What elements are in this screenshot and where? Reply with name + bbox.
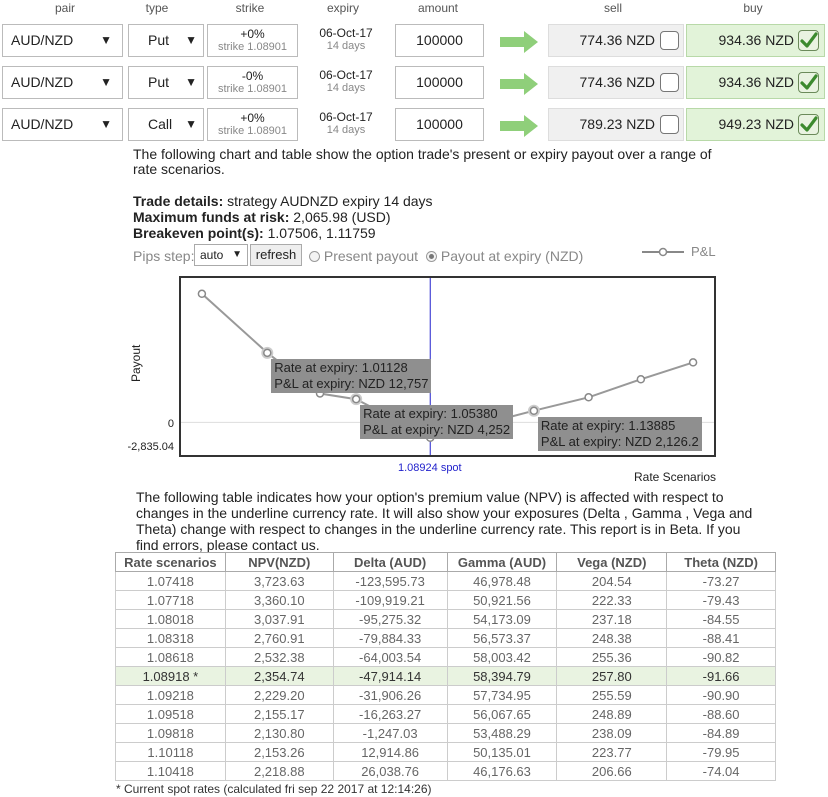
table-cell: 238.09 [557, 724, 667, 743]
payout-chart[interactable] [179, 276, 716, 457]
chart-tooltip [271, 359, 431, 393]
table-cell: 26,038.76 [333, 762, 447, 781]
amount-input[interactable]: 100000 [395, 24, 484, 57]
table-cell: 2,218.88 [225, 762, 333, 781]
buy-price[interactable] [686, 108, 825, 141]
expiry-date: 06-Oct-17 [319, 110, 373, 124]
y-tick-zero: 0 [167, 418, 174, 430]
trade-row [0, 106, 828, 146]
table-intro-line: find errors, please contact us. [136, 537, 320, 553]
amount-input[interactable]: 100000 [395, 66, 484, 99]
buy-checkbox[interactable] [798, 114, 819, 135]
table-cell: -73.27 [667, 572, 776, 591]
table-cell: -88.60 [667, 705, 776, 724]
table-cell: 2,153.26 [225, 743, 333, 762]
table-cell: -123,595.73 [333, 572, 447, 591]
chevron-down-icon: ▼ [100, 117, 112, 131]
table-cell: -74.04 [667, 762, 776, 781]
type-value: Call [148, 116, 173, 132]
pnl-point [637, 376, 644, 383]
table-cell: 50,921.56 [447, 591, 557, 610]
chevron-down-icon: ▼ [185, 75, 197, 89]
table-cell: 255.36 [557, 648, 667, 667]
table-intro-line: changes in the underline currency rate. It will also show your exposures (Delta , Gamma , Vega and [136, 505, 753, 521]
pips-step-value: auto [200, 248, 224, 262]
table-cell: -109,919.21 [333, 591, 447, 610]
chart-ylabel: Payout [129, 344, 143, 382]
present-payout-radio[interactable] [309, 251, 320, 262]
payout-at-expiry-label: Payout at expiry (NZD) [440, 248, 584, 264]
breakeven-label: Breakeven point(s): [133, 225, 264, 241]
table-row [116, 724, 776, 743]
pair-value: AUD/NZD [11, 32, 74, 48]
table-cell: 56,573.37 [447, 629, 557, 648]
table-cell: 1.10118 [116, 743, 226, 762]
chart-intro-line2: rate scenarios. [133, 161, 225, 177]
column-header: Theta (NZD) [667, 553, 776, 572]
payout-at-expiry-option[interactable] [426, 248, 583, 264]
table-cell: 2,130.80 [225, 724, 333, 743]
table-cell: 2,760.91 [225, 629, 333, 648]
table-row [116, 667, 776, 686]
table-intro-line: The following table indicates how your option's premium value (NPV) is affected with respect to [136, 489, 724, 505]
header-strike: strike [235, 1, 265, 15]
header-pair: pair [54, 1, 75, 15]
checkmark-icon [798, 72, 819, 93]
trade-row [0, 22, 828, 62]
table-header-row [116, 553, 776, 572]
type-value: Put [148, 74, 170, 90]
table-cell: 1.08018 [116, 610, 226, 629]
type-select[interactable] [128, 24, 204, 57]
table-cell: -16,263.27 [333, 705, 447, 724]
tooltip-pnl: P&L at expiry: NZD 2,126.2 [540, 433, 699, 449]
table-cell: 57,734.95 [447, 686, 557, 705]
table-cell: 1.07418 [116, 572, 226, 591]
chart-tooltip [538, 417, 702, 451]
table-row [116, 762, 776, 781]
expiry-field[interactable] [302, 108, 390, 141]
sell-checkbox[interactable] [660, 31, 679, 50]
pnl-point [585, 394, 592, 401]
pips-step-label: Pips step: [133, 248, 195, 264]
table-cell: -90.82 [667, 648, 776, 667]
pair-select[interactable] [2, 66, 123, 99]
table-cell: 46,176.63 [447, 762, 557, 781]
chevron-down-icon: ▼ [185, 33, 197, 47]
strike-percent: +0% [240, 111, 265, 125]
table-row [116, 591, 776, 610]
arrow-right-icon [500, 73, 538, 95]
arrow-right-icon [500, 115, 538, 137]
tooltip-rate: Rate at expiry: 1.13885 [540, 417, 676, 433]
table-cell: 257.80 [557, 667, 667, 686]
table-row [116, 686, 776, 705]
table-cell: -1,247.03 [333, 724, 447, 743]
table-cell: -79.43 [667, 591, 776, 610]
strike-value: strike 1.08901 [217, 125, 288, 137]
table-cell: 2,354.74 [225, 667, 333, 686]
table-body [116, 572, 776, 781]
legend-label: P&L [691, 244, 716, 259]
chevron-down-icon: ▼ [100, 33, 112, 47]
table-cell: -79,884.33 [333, 629, 447, 648]
table-row [116, 743, 776, 762]
table-row [116, 648, 776, 667]
trade-details-label: Trade details: [133, 193, 224, 209]
table-cell: 222.33 [557, 591, 667, 610]
table-cell: -90.90 [667, 686, 776, 705]
table-cell: 12,914.86 [333, 743, 447, 762]
table-cell: -91.66 [667, 667, 776, 686]
sell-price[interactable] [548, 24, 684, 57]
pnl-point [264, 349, 271, 356]
sell-price[interactable] [548, 108, 684, 141]
table-cell: 1.09818 [116, 724, 226, 743]
table-cell: 3,723.63 [225, 572, 333, 591]
expiry-field[interactable] [302, 66, 390, 99]
table-cell: 1.08318 [116, 629, 226, 648]
chevron-down-icon: ▼ [185, 117, 197, 131]
type-value: Put [148, 32, 170, 48]
sell-price-value: 774.36 NZD [579, 74, 655, 90]
table-cell: -88.41 [667, 629, 776, 648]
column-header: Vega (NZD) [557, 553, 667, 572]
table-cell: 204.54 [557, 572, 667, 591]
table-intro-line: Theta) change with respect to changes in the underline currency rate. This report is in Beta. If you [136, 521, 741, 537]
pair-value: AUD/NZD [11, 116, 74, 132]
table-cell: 1.10418 [116, 762, 226, 781]
tooltip-pnl: P&L at expiry: NZD 4,252 [363, 422, 511, 438]
breakeven-points [133, 225, 376, 241]
expiry-date: 06-Oct-17 [319, 68, 373, 82]
tooltip-rate: Rate at expiry: 1.05380 [363, 406, 498, 422]
strike-percent: -0% [241, 69, 264, 83]
sell-checkbox[interactable] [660, 115, 679, 134]
table-cell: -79.95 [667, 743, 776, 762]
table-cell: 1.08918 * [116, 667, 226, 686]
tooltip-rate: Rate at expiry: 1.01128 [274, 359, 408, 375]
table-cell: 248.38 [557, 629, 667, 648]
table-cell: 3,037.91 [225, 610, 333, 629]
header-buy: buy [743, 1, 763, 15]
chart-legend [640, 243, 730, 261]
strike-value: strike 1.08901 [217, 41, 288, 53]
expiry-days: 14 days [326, 124, 366, 136]
table-row [116, 572, 776, 591]
rate-scenarios-table [115, 552, 776, 781]
pnl-point [353, 396, 360, 403]
table-cell: 1.08618 [116, 648, 226, 667]
present-payout-label: Present payout [323, 248, 419, 264]
table-cell: -95,275.32 [333, 610, 447, 629]
table-cell: 1.09518 [116, 705, 226, 724]
chevron-down-icon: ▼ [100, 75, 112, 89]
chevron-down-icon: ▼ [232, 249, 242, 260]
column-header: Gamma (AUD) [447, 553, 557, 572]
table-cell: 56,067.65 [447, 705, 557, 724]
chart-xlabel: Rate Scenarios [634, 470, 717, 484]
sell-checkbox[interactable] [660, 73, 679, 92]
max-funds-label: Maximum funds at risk: [133, 209, 290, 225]
tooltip-pnl: P&L at expiry: NZD 12,757 [274, 375, 429, 391]
column-header: Delta (AUD) [333, 553, 447, 572]
strike-input[interactable] [207, 66, 298, 99]
pips-step-select[interactable] [194, 244, 248, 266]
checkmark-icon [798, 114, 819, 135]
header-expiry: expiry [326, 1, 359, 15]
pair-select[interactable] [2, 24, 123, 57]
column-header: Rate scenarios [116, 553, 226, 572]
table-cell: 2,155.17 [225, 705, 333, 724]
strike-percent: +0% [240, 27, 265, 41]
expiry-days: 14 days [326, 40, 366, 52]
buy-price-value: 949.23 NZD [718, 116, 794, 132]
payout-at-expiry-radio[interactable] [426, 251, 437, 262]
table-cell: -31,906.26 [333, 686, 447, 705]
buy-price[interactable] [686, 66, 825, 99]
trade-details-value: strategy AUDNZD expiry 14 days [223, 193, 433, 209]
header-sell: sell [603, 1, 622, 15]
table-row [116, 610, 776, 629]
trade-row [0, 64, 828, 104]
present-payout-option[interactable] [309, 248, 418, 264]
expiry-date: 06-Oct-17 [319, 26, 373, 40]
pair-value: AUD/NZD [11, 74, 74, 90]
buy-price-value: 934.36 NZD [718, 32, 794, 48]
buy-price[interactable] [686, 24, 825, 57]
breakeven-value: 1.07506, 1.11759 [263, 225, 376, 241]
y-tick-min: -2,835.04 [127, 441, 174, 453]
pnl-point [530, 407, 537, 414]
refresh-button[interactable]: refresh [250, 244, 302, 266]
footnote: * Current spot rates (calculated fri sep 22 2017 at 12:14:26) [116, 782, 432, 796]
table-cell: 3,360.10 [225, 591, 333, 610]
amount-input[interactable]: 100000 [395, 108, 484, 141]
legend-marker [660, 249, 667, 256]
type-select[interactable] [128, 108, 204, 141]
buy-checkbox[interactable] [798, 72, 819, 93]
header-type: type [145, 1, 169, 15]
table-cell: 50,135.01 [447, 743, 557, 762]
pnl-point [690, 359, 697, 366]
sell-price-value: 789.23 NZD [579, 116, 655, 132]
expiry-days: 14 days [326, 82, 366, 94]
pair-select[interactable] [2, 108, 123, 141]
buy-price-value: 934.36 NZD [718, 74, 794, 90]
table-cell: 223.77 [557, 743, 667, 762]
column-header: NPV(NZD) [225, 553, 333, 572]
table-cell: 1.09218 [116, 686, 226, 705]
checkmark-icon [798, 30, 819, 51]
table-cell: 54,173.09 [447, 610, 557, 629]
max-funds-at-risk [133, 209, 391, 225]
spot-label: 1.08924 spot [398, 462, 462, 474]
table-cell: 2,532.38 [225, 648, 333, 667]
table-cell: -84.55 [667, 610, 776, 629]
expiry-field[interactable] [302, 24, 390, 57]
table-row [116, 629, 776, 648]
strike-input[interactable] [207, 108, 298, 141]
max-funds-value: 2,065.98 (USD) [289, 209, 391, 225]
pnl-point [198, 290, 205, 297]
table-cell: 58,394.79 [447, 667, 557, 686]
table-cell: -47,914.14 [333, 667, 447, 686]
strike-input[interactable] [207, 24, 298, 57]
table-cell: -64,003.54 [333, 648, 447, 667]
chart-intro-line1: The following chart and table show the option trade's present or expiry payout over a range of [133, 146, 712, 162]
table-cell: 58,003.42 [447, 648, 557, 667]
header-amount: amount [417, 1, 459, 15]
table-cell: 46,978.48 [447, 572, 557, 591]
type-select[interactable] [128, 66, 204, 99]
table-row [116, 705, 776, 724]
chart-tooltip [360, 405, 513, 439]
sell-price[interactable] [548, 66, 684, 99]
table-cell: 1.07718 [116, 591, 226, 610]
table-cell: 206.66 [557, 762, 667, 781]
table-cell: 237.18 [557, 610, 667, 629]
table-cell: -84.89 [667, 724, 776, 743]
sell-price-value: 774.36 NZD [579, 32, 655, 48]
buy-checkbox[interactable] [798, 30, 819, 51]
table-cell: 255.59 [557, 686, 667, 705]
table-cell: 2,229.20 [225, 686, 333, 705]
arrow-right-icon [500, 31, 538, 53]
table-cell: 53,488.29 [447, 724, 557, 743]
strike-value: strike 1.08901 [217, 83, 288, 95]
trade-details [133, 193, 433, 209]
table-cell: 248.89 [557, 705, 667, 724]
